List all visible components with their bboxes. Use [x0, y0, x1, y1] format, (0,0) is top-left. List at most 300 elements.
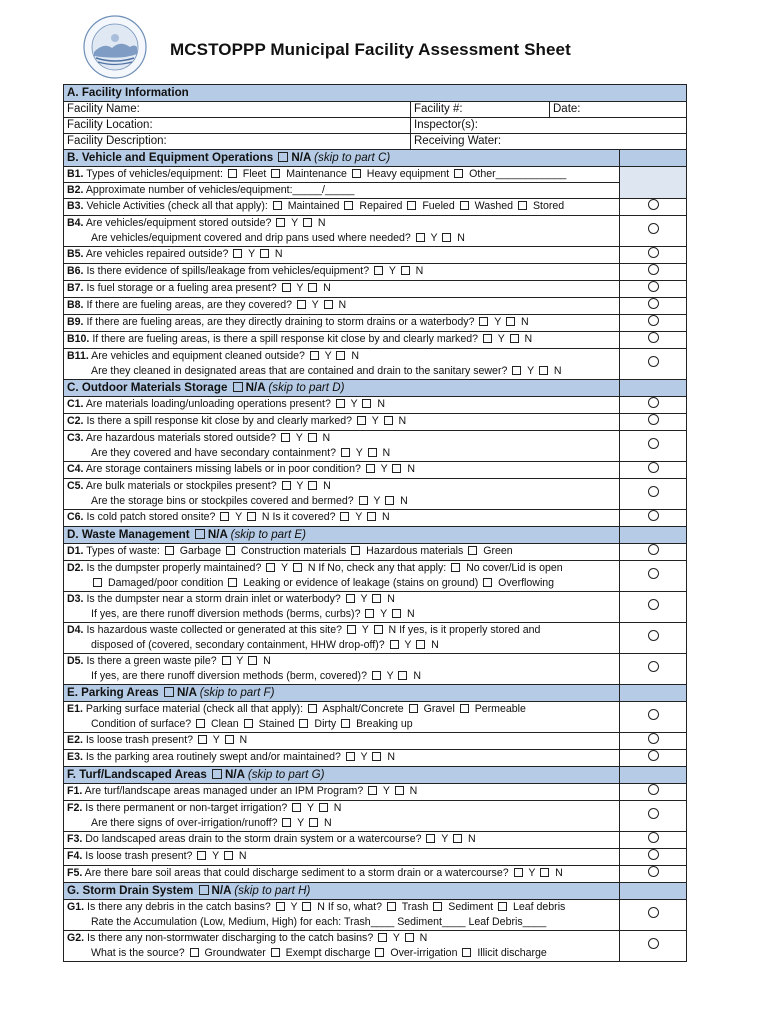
checkbox[interactable] [228, 169, 237, 178]
checkbox[interactable] [351, 546, 360, 555]
rating-circle-icon[interactable] [648, 832, 659, 843]
question-code: C5. [67, 480, 84, 492]
checkbox[interactable] [453, 834, 462, 843]
question-code: B4. [67, 217, 84, 229]
rating-circle-icon[interactable] [648, 281, 659, 292]
section-title: G. Storm Drain System [67, 884, 194, 897]
question-code: C4. [67, 463, 84, 475]
question-line-1: If there are fueling areas, is there a spill response kit close by and clearly marked? Y N [92, 333, 533, 345]
question-code: E3. [67, 751, 83, 763]
checkbox[interactable] [324, 300, 333, 309]
checkbox[interactable] [409, 704, 418, 713]
skip-note: (skip to part G) [247, 768, 325, 781]
question-text [64, 592, 620, 623]
question-row [64, 784, 687, 801]
question-text [64, 832, 620, 849]
question-text [64, 183, 620, 199]
question-row [64, 832, 687, 849]
checkbox[interactable] [366, 464, 375, 473]
checkbox[interactable] [228, 578, 237, 587]
checkbox[interactable] [372, 594, 381, 603]
rating-circle-icon[interactable] [648, 199, 659, 210]
rating-circle-icon[interactable] [648, 709, 659, 720]
checkbox[interactable] [222, 656, 231, 665]
checkbox[interactable] [308, 704, 317, 713]
question-row [64, 315, 687, 332]
checkbox[interactable] [282, 818, 291, 827]
question-line-1: Is hazardous waste collected or generated at this site? Y N If yes, is it properly stored and [86, 624, 541, 636]
checkbox[interactable] [540, 868, 549, 877]
checkbox[interactable] [336, 351, 345, 360]
question-code: B6. [67, 265, 84, 277]
rating-circle-icon[interactable] [648, 486, 659, 497]
question-line-1: Vehicle Activities (check all that apply): Maintained Repaired Fueled Washed Stored [86, 200, 565, 212]
rating-circle-icon[interactable] [648, 510, 659, 521]
question-line-1: If there are fueling areas, are they directly draining to storm drains or a waterbody? Y N [86, 316, 529, 328]
rating-circle-icon[interactable] [648, 599, 659, 610]
question-row [64, 199, 687, 216]
checkbox[interactable] [346, 752, 355, 761]
rating-circle-icon[interactable] [648, 264, 659, 275]
rating-cell[interactable] [620, 216, 687, 247]
checkbox[interactable] [375, 948, 384, 957]
rating-cell[interactable] [620, 264, 687, 281]
checkbox[interactable] [395, 786, 404, 795]
checkbox[interactable] [308, 433, 317, 442]
section-header-spacer [620, 150, 687, 167]
checkbox[interactable] [224, 851, 233, 860]
checkbox[interactable] [198, 735, 207, 744]
na-label: N/A [225, 768, 245, 781]
checkbox[interactable] [303, 218, 312, 227]
checkbox[interactable] [341, 719, 350, 728]
question-row [64, 332, 687, 349]
rating-cell[interactable] [620, 801, 687, 832]
question-code: C2. [67, 415, 84, 427]
rating-cell[interactable] [620, 900, 687, 931]
rating-cell[interactable] [620, 866, 687, 883]
checkbox[interactable] [392, 464, 401, 473]
checkbox[interactable] [244, 719, 253, 728]
checkbox[interactable] [385, 496, 394, 505]
page-header [0, 0, 770, 84]
checkbox[interactable] [308, 481, 317, 490]
checkbox[interactable] [451, 563, 460, 572]
rating-circle-icon[interactable] [648, 315, 659, 326]
question-text [64, 298, 620, 315]
question-code: F4. [67, 850, 83, 862]
checkbox[interactable] [271, 948, 280, 957]
checkbox[interactable] [392, 609, 401, 618]
question-code: B7. [67, 282, 84, 294]
question-row [64, 247, 687, 264]
checkbox[interactable] [357, 416, 366, 425]
checkbox[interactable] [281, 433, 290, 442]
question-code: D5. [67, 655, 84, 667]
checkbox[interactable] [165, 546, 174, 555]
question-row [64, 866, 687, 883]
checkbox[interactable] [220, 512, 229, 521]
question-line-2: Are they covered and have secondary containment? Y N [91, 447, 391, 459]
checkbox[interactable] [433, 902, 442, 911]
checkbox[interactable] [483, 578, 492, 587]
checkbox[interactable] [401, 266, 410, 275]
checkbox[interactable] [498, 902, 507, 911]
question-line-1: Is there evidence of spills/leakage from vehicles/equipment? Y N [86, 265, 424, 277]
rating-cell[interactable] [620, 733, 687, 750]
skip-note: (skip to part H) [234, 884, 311, 897]
question-line-2: Are they cleaned in designated areas that are contained and drain to the sanitary sewer? Y N [91, 365, 562, 377]
checkbox[interactable] [276, 902, 285, 911]
question-code: F1. [67, 785, 83, 797]
question-text [64, 784, 620, 801]
question-row [64, 544, 687, 561]
rating-cell[interactable] [620, 431, 687, 462]
question-text [64, 462, 620, 479]
checkbox[interactable] [387, 902, 396, 911]
section-header-spacer [620, 883, 687, 900]
section-heading [64, 767, 620, 784]
section-header [64, 380, 687, 397]
receiving-water-field[interactable]: Receiving Water: [411, 134, 687, 150]
checkbox[interactable] [390, 640, 399, 649]
question-line-2: Condition of surface? Clean Stained Dirty Breaking up [91, 718, 413, 730]
rating-cell[interactable] [620, 654, 687, 685]
na-label: N/A [207, 528, 228, 541]
question-text [64, 479, 620, 510]
rating-circle-icon[interactable] [648, 630, 659, 641]
rating-circle-icon[interactable] [648, 733, 659, 744]
question-code: B8. [67, 299, 84, 311]
rating-circle-icon[interactable] [648, 298, 659, 309]
question-text [64, 264, 620, 281]
section-header [64, 767, 687, 784]
checkbox[interactable] [302, 902, 311, 911]
question-text [64, 654, 620, 685]
question-line-1: Is the parking area routinely swept and/or maintained? Y N [85, 751, 395, 763]
checkbox[interactable] [407, 201, 416, 210]
question-line-2: Damaged/poor condition Leaking or evidence of leakage (stains on ground) Overflowing [67, 576, 619, 591]
na-checkbox[interactable] [195, 529, 205, 539]
question-line-1: Are vehicles/equipment stored outside? Y N [85, 217, 326, 229]
checkbox[interactable] [273, 201, 282, 210]
rating-cell[interactable] [620, 462, 687, 479]
rating-circle-icon[interactable] [648, 866, 659, 877]
question-text [64, 216, 620, 247]
rating-cell[interactable] [620, 702, 687, 733]
question-text [64, 801, 620, 832]
question-row [64, 654, 687, 685]
rating-circle-icon[interactable] [648, 907, 659, 918]
rating-cell[interactable] [620, 510, 687, 527]
question-line-1: Are turf/landscape areas managed under an IPM Program? Y N [84, 785, 418, 797]
section-a-header [64, 85, 687, 102]
checkbox[interactable] [426, 834, 435, 843]
checkbox[interactable] [196, 719, 205, 728]
question-row [64, 931, 687, 962]
question-code: F5. [67, 867, 83, 879]
na-checkbox[interactable] [212, 769, 222, 779]
question-line-1: Are materials loading/unloading operations present? Y N [85, 398, 385, 410]
checkbox[interactable] [362, 399, 371, 408]
checkbox[interactable] [372, 752, 381, 761]
rating-cell[interactable] [620, 349, 687, 380]
na-checkbox[interactable] [164, 687, 174, 697]
checkbox[interactable] [365, 609, 374, 618]
rating-circle-icon[interactable] [648, 750, 659, 761]
question-code: B9. [67, 316, 84, 328]
section-title: C. Outdoor Materials Storage [67, 381, 228, 394]
rating-circle-icon[interactable] [648, 462, 659, 473]
question-line-2: Are vehicles/equipment covered and drip pans used where needed? Y N [91, 232, 465, 244]
question-text [64, 431, 620, 462]
checkbox[interactable] [247, 512, 256, 521]
question-row [64, 431, 687, 462]
rating-cell[interactable] [620, 750, 687, 767]
section-header-spacer [620, 527, 687, 544]
rating-circle-icon[interactable] [648, 568, 659, 579]
question-row [64, 264, 687, 281]
question-row [64, 592, 687, 623]
question-line-1: If there are fueling areas, are they covered? Y N [86, 299, 347, 311]
rating-circle-icon[interactable] [648, 808, 659, 819]
section-header [64, 685, 687, 702]
checkbox[interactable] [510, 334, 519, 343]
rating-cell[interactable] [620, 298, 687, 315]
question-row [64, 414, 687, 431]
question-line-1: Are bulk materials or stockpiles present? Y N [85, 480, 331, 492]
na-label: N/A [211, 884, 232, 897]
rating-circle-icon[interactable] [648, 849, 659, 860]
question-line-1: Are storage containers missing labels or in poor condition? Y N [85, 463, 415, 475]
rating-circle-icon[interactable] [648, 397, 659, 408]
inspectors-field[interactable]: Inspector(s): [411, 118, 687, 134]
question-row [64, 479, 687, 510]
checkbox[interactable] [340, 512, 349, 521]
question-text [64, 199, 620, 216]
checkbox[interactable] [378, 933, 387, 942]
rating-circle-icon[interactable] [648, 661, 659, 672]
checkbox[interactable] [398, 671, 407, 680]
rating-cell[interactable] [620, 784, 687, 801]
rating-cell[interactable] [620, 332, 687, 349]
rating-cell[interactable] [620, 623, 687, 654]
rating-circle-icon[interactable] [648, 544, 659, 555]
question-line-1: Is there any debris in the catch basins? Y N If so, what? Trash Sediment Leaf debris [87, 901, 566, 913]
checkbox[interactable] [309, 818, 318, 827]
question-line-2: Are there signs of over-irrigation/runoff? Y N [91, 817, 332, 829]
checkbox[interactable] [319, 803, 328, 812]
facility-name-field[interactable]: Facility Name: [64, 102, 411, 118]
rating-circle-icon[interactable] [648, 332, 659, 343]
checkbox[interactable] [359, 496, 368, 505]
checkbox[interactable] [384, 416, 393, 425]
checkbox[interactable] [460, 704, 469, 713]
rating-cell[interactable] [620, 849, 687, 866]
checkbox[interactable] [374, 266, 383, 275]
question-code: B10. [67, 333, 90, 345]
question-code: B5. [67, 248, 84, 260]
checkbox[interactable] [405, 933, 414, 942]
checkbox[interactable] [416, 233, 425, 242]
question-code: E2. [67, 734, 83, 746]
checkbox[interactable] [336, 399, 345, 408]
checkbox[interactable] [344, 201, 353, 210]
checkbox[interactable] [260, 249, 269, 258]
question-text [64, 510, 620, 527]
checkbox[interactable] [506, 317, 515, 326]
checkbox[interactable] [297, 300, 306, 309]
rating-cell[interactable] [620, 544, 687, 561]
checkbox[interactable] [299, 719, 308, 728]
question-line-1: Is loose trash present? Y N [85, 734, 248, 746]
question-text [64, 931, 620, 962]
question-row [64, 183, 687, 199]
checkbox[interactable] [462, 948, 471, 957]
rating-circle-icon[interactable] [648, 784, 659, 795]
checkbox[interactable] [368, 786, 377, 795]
rating-cell[interactable] [620, 397, 687, 414]
rating-circle-icon[interactable] [648, 356, 659, 367]
facility-number-field[interactable]: Facility #: [411, 102, 550, 118]
question-row [64, 281, 687, 298]
question-code: C3. [67, 432, 84, 444]
checkbox[interactable] [368, 448, 377, 457]
checkbox[interactable] [352, 169, 361, 178]
checkbox[interactable] [271, 169, 280, 178]
question-text [64, 900, 620, 931]
question-line-2: Rate the Accumulation (Low, Medium, High) for each: Trash____ Sediment____ Leaf Debris____ [91, 916, 547, 928]
checkbox[interactable] [512, 366, 521, 375]
checkbox[interactable] [367, 512, 376, 521]
na-checkbox[interactable] [233, 382, 243, 392]
rating-cell[interactable] [620, 414, 687, 431]
section-title: D. Waste Management [67, 528, 190, 541]
checkbox[interactable] [346, 594, 355, 603]
question-line-1: Are vehicles repaired outside? Y N [85, 248, 283, 260]
checkbox[interactable] [518, 201, 527, 210]
checkbox[interactable] [479, 317, 488, 326]
rating-cell[interactable] [620, 931, 687, 962]
na-label: N/A [176, 686, 197, 699]
rating-circle-icon[interactable] [648, 247, 659, 258]
page-title: MCSTOPPP Municipal Facility Assessment Sheet [170, 40, 571, 59]
checkbox[interactable] [292, 803, 301, 812]
checkbox[interactable] [347, 625, 356, 634]
na-label: N/A [245, 381, 266, 394]
checkbox[interactable] [226, 546, 235, 555]
question-row [64, 397, 687, 414]
checkbox[interactable] [442, 233, 451, 242]
facility-location-field[interactable]: Facility Location: [64, 118, 411, 134]
rating-cell[interactable] [620, 199, 687, 216]
question-row [64, 561, 687, 592]
question-line-1: Are there bare soil areas that could discharge sediment to a storm drain or a watercourse? Y N [84, 867, 563, 879]
checkbox[interactable] [248, 656, 257, 665]
checkbox[interactable] [539, 366, 548, 375]
checkbox[interactable] [483, 334, 492, 343]
checkbox[interactable] [514, 868, 523, 877]
section-heading [64, 527, 620, 544]
rating-cell[interactable] [620, 479, 687, 510]
question-line-1: Is loose trash present? Y N [85, 850, 247, 862]
checkbox[interactable] [341, 448, 350, 457]
question-row [64, 462, 687, 479]
rating-cell[interactable] [620, 832, 687, 849]
skip-note: (skip to part E) [230, 528, 307, 541]
question-row [64, 750, 687, 767]
question-line-1: Is the dumpster near a storm drain inlet or waterbody? Y N [86, 593, 395, 605]
question-text [64, 414, 620, 431]
question-line-1: Is there permanent or non-target irrigation? Y N [85, 802, 342, 814]
question-row [64, 623, 687, 654]
checkbox[interactable] [416, 640, 425, 649]
checkbox[interactable] [197, 851, 206, 860]
question-code: E1. [67, 703, 83, 715]
question-text [64, 397, 620, 414]
checkbox[interactable] [468, 546, 477, 555]
question-line-1: Is there a spill response kit close by and clearly marked? Y N [86, 415, 407, 427]
checkbox[interactable] [233, 249, 242, 258]
question-code: D1. [67, 545, 84, 557]
checkbox[interactable] [460, 201, 469, 210]
question-code: B1. [67, 168, 84, 180]
checkbox[interactable] [282, 481, 291, 490]
question-code: G2. [67, 932, 85, 944]
rating-circle-icon[interactable] [648, 414, 659, 425]
section-heading [64, 685, 620, 702]
rating-circle-icon[interactable] [648, 438, 659, 449]
question-line-1: Is fuel storage or a fueling area present? Y N [86, 282, 331, 294]
rating-circle-icon[interactable] [648, 223, 659, 234]
question-text [64, 281, 620, 298]
assessment-form [63, 84, 687, 962]
na-checkbox[interactable] [278, 152, 288, 162]
rating-cell[interactable] [620, 561, 687, 592]
checkbox[interactable] [310, 351, 319, 360]
question-text [64, 167, 620, 183]
question-line-1: Are hazardous materials stored outside? Y N [85, 432, 331, 444]
facility-description-field[interactable]: Facility Description: [64, 134, 411, 150]
rating-cell[interactable] [620, 315, 687, 332]
rating-cell[interactable] [620, 592, 687, 623]
rating-cell[interactable] [620, 247, 687, 264]
rating-cell[interactable] [620, 281, 687, 298]
checkbox[interactable] [282, 283, 291, 292]
rating-circle-icon[interactable] [648, 938, 659, 949]
checkbox[interactable] [372, 671, 381, 680]
checkbox[interactable] [190, 948, 199, 957]
checkbox[interactable] [374, 625, 383, 634]
checkbox[interactable] [276, 218, 285, 227]
section-header [64, 527, 687, 544]
question-row [64, 349, 687, 380]
section-header-spacer [620, 767, 687, 784]
date-field[interactable]: Date: [550, 102, 687, 118]
na-checkbox[interactable] [199, 885, 209, 895]
checkbox[interactable] [454, 169, 463, 178]
question-line-1: Is there any non-stormwater discharging to the catch basins? Y N [87, 932, 428, 944]
checkbox[interactable] [93, 578, 102, 587]
question-line-1: Approximate number of vehicles/equipment:_____/_____ [85, 184, 355, 196]
checkbox[interactable] [266, 563, 275, 572]
skip-note: (skip to part D) [268, 381, 345, 394]
section-heading: A. Facility Information [64, 85, 687, 102]
checkbox[interactable] [308, 283, 317, 292]
checkbox[interactable] [293, 563, 302, 572]
checkbox[interactable] [225, 735, 234, 744]
question-code: C6. [67, 511, 84, 523]
